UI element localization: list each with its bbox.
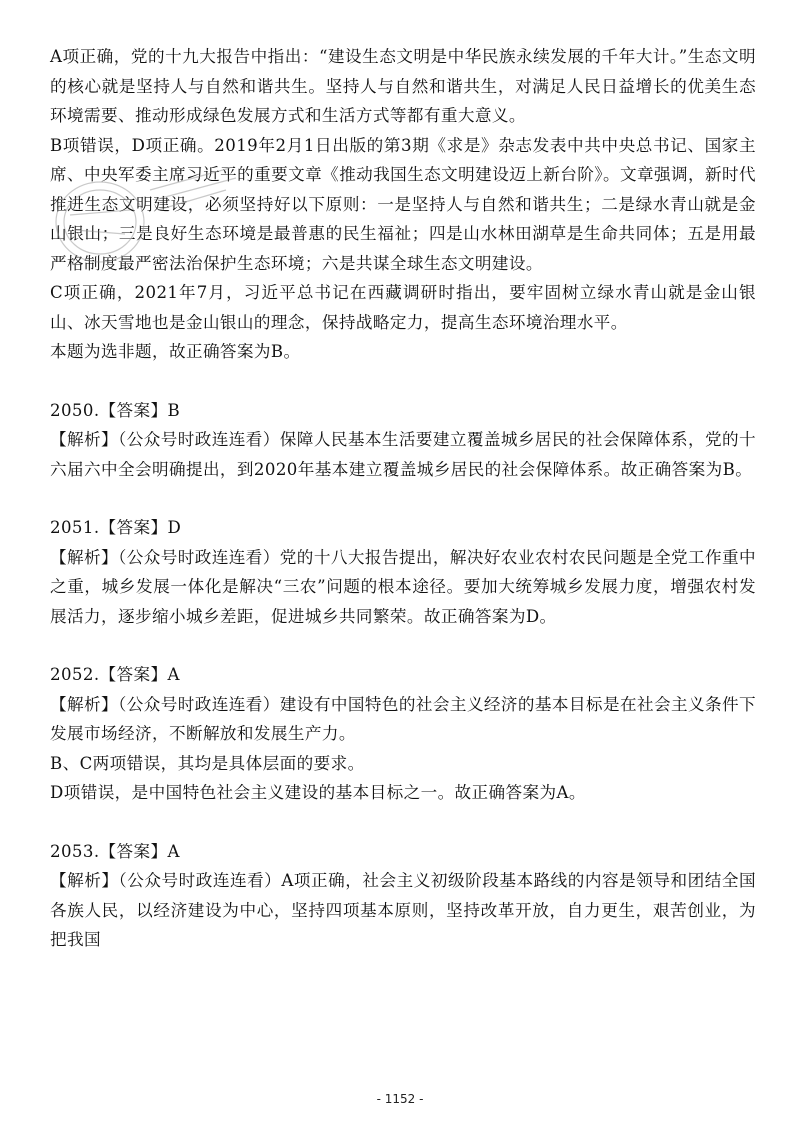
analysis-2053: 【解析】（公众号时政连连看）A项正确，社会主义初级阶段基本路线的内容是领导和团结全国各族人民，以经济建设为中心，坚持四项基本原则，坚持改革开放，自力更生，艰苦创业，为把我国 bbox=[50, 871, 756, 949]
analysis-2052: 【解析】（公众号时政连连看）建设有中国特色的社会主义经济的基本目标是在社会主义条件下发展市场经济，不断解放和发展生产力。 bbox=[50, 694, 756, 743]
analysis-2050: 【解析】（公众号时政连连看）保障人民基本生活要建立覆盖城乡居民的社会保障体系，党的十六届六中全会明确提出，到2020年基本建立覆盖城乡居民的社会保障体系。故正确答案为B。 bbox=[50, 430, 756, 479]
spacer bbox=[50, 631, 756, 660]
analysis-2052-d: D项错误，是中国特色社会主义建设的基本目标之一。故正确答案为A。 bbox=[50, 783, 586, 802]
answer-heading-2052: 2052.【答案】A bbox=[50, 665, 180, 684]
paragraph-conclusion: 本题为选非题，故正确答案为B。 bbox=[50, 342, 301, 361]
analysis-2052-bc: B、C两项错误，其均是具体层面的要求。 bbox=[50, 753, 365, 773]
paragraph-b-d: B项错误，D项正确。2019年2月1日出版的第3期《求是》杂志发表中共中央总书记、国家主席、中央军委主席习近平的重要文章《推动我国生态文明建设迈上新台阶》。文章强调，新时代推进生态文明建设，必须坚持好以下原则：一是坚持人与自然和谐共生；二是绿水青山就是金山银山；三是良好生态环境是最普惠的民生福祉；四是山水林田湖草是生命共同体；五是用最严格制度最严密法治保护生态环境；六是共谋全球生态文明建设。 bbox=[50, 135, 756, 273]
paragraph-a-correct: A项正确，党的十九大报告中指出：“建设生态文明是中华民族永续发展的千年大计。”生态文明的核心就是坚持人与自然和谐共生。坚持人与自然和谐共生，对满足人民日益增长的优美生态环境需要、推动形成绿色发展方式和生活方式等都有重大意义。 bbox=[50, 47, 756, 125]
answer-heading-2051: 2051.【答案】D bbox=[50, 518, 182, 537]
page-number: - 1152 - bbox=[376, 1092, 424, 1106]
answer-heading-2053: 2053.【答案】A bbox=[50, 841, 180, 861]
paragraph-c-correct: C项正确，2021年7月，习近平总书记在西藏调研时指出，要牢固树立绿水青山就是金山银山、冰天雪地也是金山银山的理念，保持战略定力，提高生态环境治理水平。 bbox=[50, 283, 756, 332]
document-body bbox=[50, 42, 756, 955]
spacer bbox=[50, 367, 756, 396]
spacer bbox=[50, 808, 756, 837]
analysis-2051: 【解析】（公众号时政连连看）党的十八大报告提出，解决好农业农村农民问题是全党工作重中之重，城乡发展一体化是解决“三农”问题的根本途径。要加大统筹城乡发展力度，增强农村发展活力，逐步缩小城乡差距，促进城乡共同繁荣。故正确答案为D。 bbox=[50, 547, 756, 626]
answer-heading-2050: 2050.【答案】B bbox=[50, 400, 181, 420]
spacer bbox=[50, 484, 756, 513]
